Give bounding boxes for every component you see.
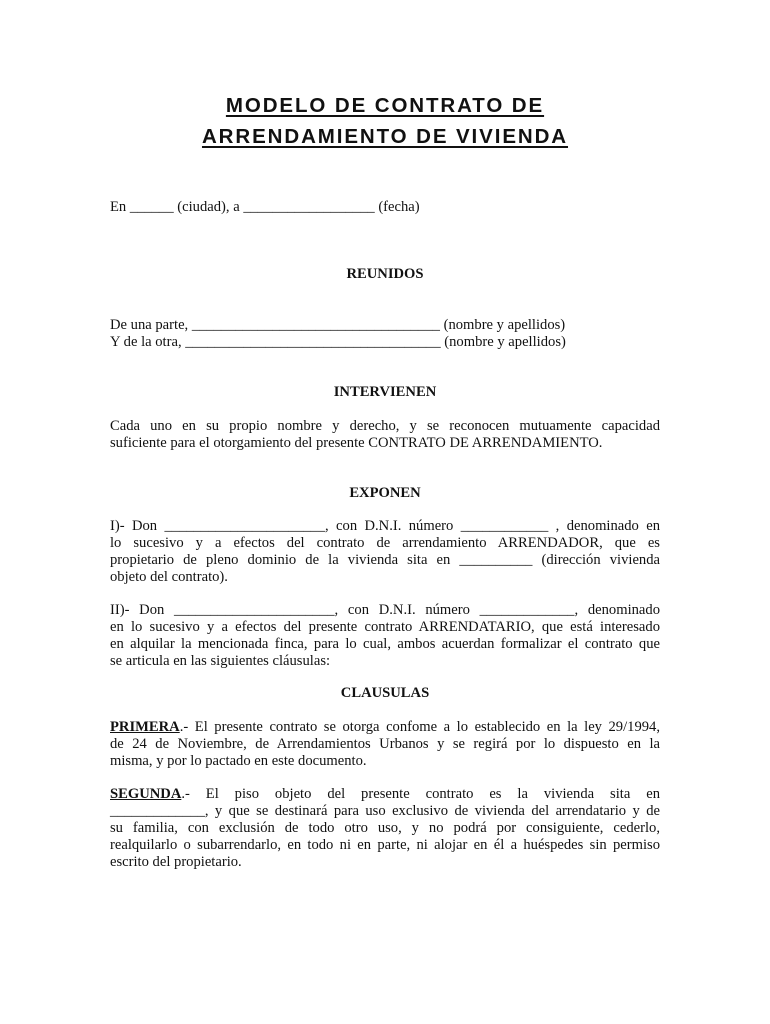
party-2-line: Y de la otra, ___________________________________ (nombre y apellidos) xyxy=(110,334,566,350)
exponen-heading: EXPONEN xyxy=(349,485,421,501)
paragraph-line: I)- Don ______________________, con D.N.I. número ____________ , denominado en xyxy=(110,518,660,534)
paragraph-line: se articula en las siguientes cláusulas: xyxy=(110,653,331,669)
paragraph-line: lo sucesivo y a efectos del contrato de arrendamiento ARRENDADOR, que es xyxy=(110,535,660,551)
exponen-paragraph-1 xyxy=(110,518,660,586)
clause-text: .- El piso objeto del presente contrato es la vivienda sita en xyxy=(181,786,660,802)
intervienen-heading: INTERVIENEN xyxy=(333,384,437,400)
paragraph-line: II)- Don ______________________, con D.N.I. número _____________, denominado xyxy=(110,602,660,618)
title-line-2: ARRENDAMIENTO DE VIVIENDA xyxy=(201,125,569,148)
clause-label-primera: PRIMERA xyxy=(110,719,180,735)
paragraph-line: Cada uno en su propio nombre y derecho, y se reconocen mutuamente capacidad xyxy=(110,418,660,434)
intervienen-paragraph xyxy=(110,418,660,452)
party-1-line: De una parte, __________________________________ (nombre y apellidos) xyxy=(110,317,566,333)
intro-line: En ______ (ciudad), a __________________ (fecha) xyxy=(110,199,420,215)
clause-first-line xyxy=(110,786,660,803)
paragraph-line: _____________, y que se destinará para uso exclusivo de vivienda del arrendatario y de xyxy=(110,803,660,819)
clause-first-line xyxy=(110,719,660,736)
paragraph-line: propietario de pleno dominio de la vivienda sita en __________ (dirección vivienda xyxy=(110,552,660,568)
clause-segunda xyxy=(110,786,660,871)
document-title xyxy=(0,90,770,152)
clause-label-segunda: SEGUNDA xyxy=(110,786,182,802)
paragraph-line: suficiente para el otorgamiento del presente CONTRATO DE ARRENDAMIENTO. xyxy=(110,435,603,451)
paragraph-line: escrito del propietario. xyxy=(110,854,242,870)
clausulas-heading: CLAUSULAS xyxy=(340,685,430,701)
exponen-paragraph-2 xyxy=(110,602,660,670)
clause-primera xyxy=(110,719,660,770)
paragraph-line: de 24 de Noviembre, de Arrendamientos Urbanos y se regirá por lo dispuesto en la xyxy=(110,736,660,752)
clause-text: .- El presente contrato se otorga confome a lo establecido en la ley 29/1994, xyxy=(179,719,660,735)
paragraph-line: objeto del contrato). xyxy=(110,569,228,585)
title-line-1: MODELO DE CONTRATO DE xyxy=(225,94,545,117)
reunidos-parties xyxy=(110,317,660,351)
paragraph-line: en alquilar la mencionada finca, para lo cual, ambos acuerdan formalizar el contrato que xyxy=(110,636,660,652)
paragraph-line: realquilarlo o subarrendarlo, en todo ni en parte, ni alojar en él a huéspedes sin permiso xyxy=(110,837,660,853)
reunidos-heading: REUNIDOS xyxy=(346,266,424,282)
paragraph-line: en lo sucesivo y a efectos del presente contrato ARRENDATARIO, que está interesado xyxy=(110,619,660,635)
paragraph-line: misma, y por lo pactado en este documento. xyxy=(110,753,367,769)
paragraph-line: su familia, con exclusión de todo otro uso, y no podrá por consiguiente, cederlo, xyxy=(110,820,660,836)
